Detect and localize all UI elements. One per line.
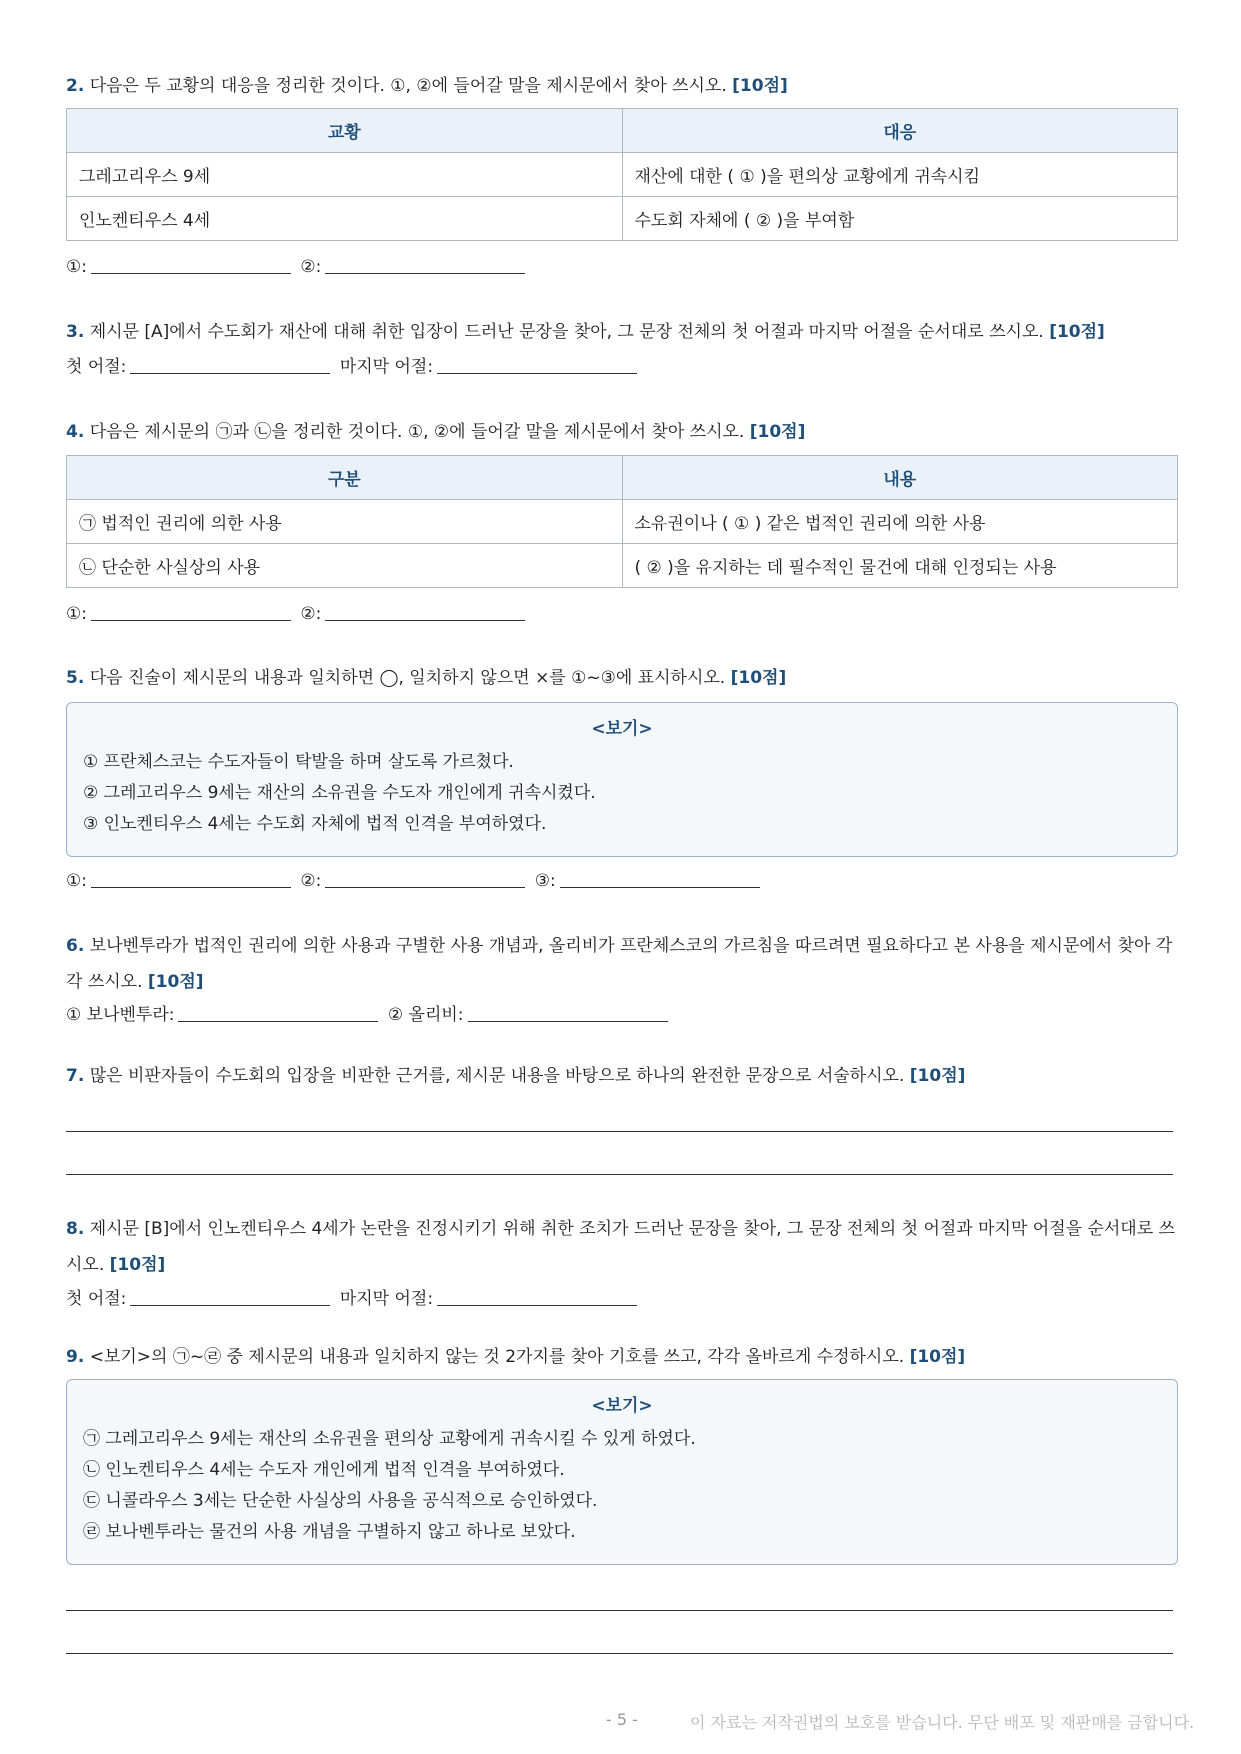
answer-label: 마지막 어절: bbox=[339, 357, 434, 377]
answer-label: 마지막 어절: bbox=[339, 1289, 434, 1309]
question-2 bbox=[66, 68, 1178, 104]
table-cell: 수도회 자체에 ( ② )을 부여함 bbox=[622, 197, 1178, 241]
answer-blank[interactable] bbox=[178, 1001, 378, 1022]
table-cell: 재산에 대한 ( ① )을 편의상 교황에게 귀속시킴 bbox=[622, 153, 1178, 197]
q6-answer-line bbox=[66, 1000, 672, 1030]
question-points: [10점] bbox=[909, 1347, 966, 1367]
question-text: 다음은 두 교황의 대응을 정리한 것이다. ①, ②에 들어갈 말을 제시문에서 찾아 쓰시오. bbox=[89, 76, 727, 96]
question-number: 2. bbox=[66, 76, 85, 96]
answer-label: ②: bbox=[300, 604, 322, 624]
answer-blank[interactable] bbox=[437, 1285, 637, 1306]
table-row bbox=[67, 197, 1178, 241]
q8-answer-line bbox=[66, 1284, 641, 1314]
table-cell: 그레고리우스 9세 bbox=[67, 153, 623, 197]
answer-write-line[interactable] bbox=[66, 1653, 1173, 1654]
q5-example-box bbox=[66, 702, 1178, 857]
question-points: [10점] bbox=[732, 76, 788, 96]
question-text: 제시문 [B]에서 인노켄티우스 4세가 논란을 진정시키기 위해 취한 조치가 드러난 문장을 찾아, 그 문장 전체의 첫 어절과 마지막 어절을 순서대로 쓰시오. bbox=[66, 1219, 1175, 1275]
question-points: [10점] bbox=[147, 972, 204, 992]
answer-blank[interactable] bbox=[130, 1285, 330, 1306]
answer-label: ②: bbox=[300, 871, 322, 891]
question-number: 7. bbox=[66, 1066, 85, 1086]
example-item: ② 그레고리우스 9세는 재산의 소유권을 수도자 개인에게 귀속시켰다. bbox=[83, 783, 596, 803]
table-row bbox=[67, 544, 1178, 588]
question-number: 9. bbox=[66, 1347, 85, 1367]
answer-label: ①: bbox=[66, 257, 87, 277]
example-box-title: <보기> bbox=[591, 1396, 653, 1416]
answer-blank[interactable] bbox=[91, 867, 291, 888]
answer-label: 첫 어절: bbox=[66, 357, 127, 377]
answer-write-line[interactable] bbox=[66, 1610, 1173, 1611]
question-5 bbox=[66, 660, 1178, 696]
question-3 bbox=[66, 314, 1178, 350]
answer-label: ② 올리비: bbox=[387, 1005, 464, 1025]
question-9 bbox=[66, 1339, 1178, 1375]
answer-blank[interactable] bbox=[560, 867, 760, 888]
answer-label: ②: bbox=[300, 257, 322, 277]
table-cell: 소유권이나 ( ① ) 같은 법적인 권리에 의한 사용 bbox=[622, 500, 1178, 544]
question-text: 많은 비판자들이 수도회의 입장을 비판한 근거를, 제시문 내용을 바탕으로 하나의 완전한 문장으로 서술하시오. bbox=[89, 1066, 905, 1086]
table-header: 교황 bbox=[67, 109, 623, 153]
answer-label: ①: bbox=[66, 604, 87, 624]
answer-blank[interactable] bbox=[91, 253, 291, 274]
table-row bbox=[67, 153, 1178, 197]
table-cell: ( ② )을 유지하는 데 필수적인 물건에 대해 인정되는 사용 bbox=[622, 544, 1178, 588]
answer-label: 첫 어절: bbox=[66, 1289, 127, 1309]
q2-table bbox=[66, 108, 1178, 241]
answer-blank[interactable] bbox=[325, 253, 525, 274]
example-item: ① 프란체스코는 수도자들이 탁발을 하며 살도록 가르쳤다. bbox=[83, 752, 514, 772]
answer-label: ③: bbox=[534, 871, 556, 891]
question-points: [10점] bbox=[109, 1255, 166, 1275]
answer-blank[interactable] bbox=[91, 600, 291, 621]
question-7 bbox=[66, 1058, 1178, 1094]
answer-write-line[interactable] bbox=[66, 1131, 1173, 1132]
example-item: ㉢ 니콜라우스 3세는 단순한 사실상의 사용을 공식적으로 승인하였다. bbox=[83, 1491, 598, 1511]
page-number: - 5 - bbox=[606, 1710, 638, 1729]
table-header: 대응 bbox=[622, 109, 1178, 153]
q2-answer-line bbox=[66, 252, 529, 282]
answer-blank[interactable] bbox=[437, 353, 637, 374]
answer-blank[interactable] bbox=[468, 1001, 668, 1022]
q5-answer-line bbox=[66, 866, 764, 896]
example-item: ㉠ 그레고리우스 9세는 재산의 소유권을 편의상 교황에게 귀속시킬 수 있게 하였다. bbox=[83, 1429, 696, 1449]
table-cell: ㉡ 단순한 사실상의 사용 bbox=[67, 544, 623, 588]
table-header: 구분 bbox=[67, 456, 623, 500]
question-number: 6. bbox=[66, 936, 85, 956]
q4-table bbox=[66, 455, 1178, 588]
q4-answer-line bbox=[66, 599, 529, 629]
example-item: ㉣ 보나벤투라는 물건의 사용 개념을 구별하지 않고 하나로 보았다. bbox=[83, 1522, 576, 1542]
table-cell: ㉠ 법적인 권리에 의한 사용 bbox=[67, 500, 623, 544]
question-number: 8. bbox=[66, 1219, 85, 1239]
question-points: [10점] bbox=[749, 422, 806, 442]
answer-label: ① 보나벤투라: bbox=[66, 1005, 175, 1025]
example-item: ㉡ 인노켄티우스 4세는 수도자 개인에게 법적 인격을 부여하였다. bbox=[83, 1460, 565, 1480]
question-8 bbox=[66, 1211, 1178, 1283]
answer-blank[interactable] bbox=[130, 353, 330, 374]
question-number: 4. bbox=[66, 422, 85, 442]
copyright-notice: 이 자료는 저작권법의 보호를 받습니다. 무단 배포 및 재판매를 금합니다. bbox=[690, 1713, 1195, 1732]
question-points: [10점] bbox=[909, 1066, 966, 1086]
question-text: <보기>의 ㉠~㉣ 중 제시문의 내용과 일치하지 않는 것 2가지를 찾아 기호를 쓰고, 각각 올바르게 수정하시오. bbox=[89, 1347, 905, 1367]
answer-label: ①: bbox=[66, 871, 87, 891]
question-4 bbox=[66, 414, 1178, 450]
example-box-title: <보기> bbox=[591, 719, 653, 739]
question-number: 5. bbox=[66, 668, 85, 688]
question-text: 다음은 제시문의 ㉠과 ㉡을 정리한 것이다. ①, ②에 들어갈 말을 제시문에서 찾아 쓰시오. bbox=[89, 422, 745, 442]
question-text: 다음 진술이 제시문의 내용과 일치하면 ◯, 일치하지 않으면 ×를 ①~③에 표시하시오. bbox=[89, 668, 726, 688]
question-points: [10점] bbox=[1049, 322, 1105, 342]
question-number: 3. bbox=[66, 322, 85, 342]
q9-example-box bbox=[66, 1379, 1178, 1565]
answer-write-line[interactable] bbox=[66, 1174, 1173, 1175]
question-6 bbox=[66, 928, 1178, 1000]
table-cell: 인노켄티우스 4세 bbox=[67, 197, 623, 241]
table-header: 내용 bbox=[622, 456, 1178, 500]
answer-blank[interactable] bbox=[325, 867, 525, 888]
question-points: [10점] bbox=[730, 668, 787, 688]
q3-answer-line bbox=[66, 352, 641, 382]
example-item: ③ 인노켄티우스 4세는 수도회 자체에 법적 인격을 부여하였다. bbox=[83, 814, 547, 834]
table-row bbox=[67, 500, 1178, 544]
question-text: 제시문 [A]에서 수도회가 재산에 대해 취한 입장이 드러난 문장을 찾아, 그 문장 전체의 첫 어절과 마지막 어절을 순서대로 쓰시오. bbox=[89, 322, 1044, 342]
question-text: 보나벤투라가 법적인 권리에 의한 사용과 구별한 사용 개념과, 올리비가 프란체스코의 가르침을 따르려면 필요하다고 본 사용을 제시문에서 찾아 각각 쓰시오. bbox=[66, 936, 1173, 992]
answer-blank[interactable] bbox=[325, 600, 525, 621]
